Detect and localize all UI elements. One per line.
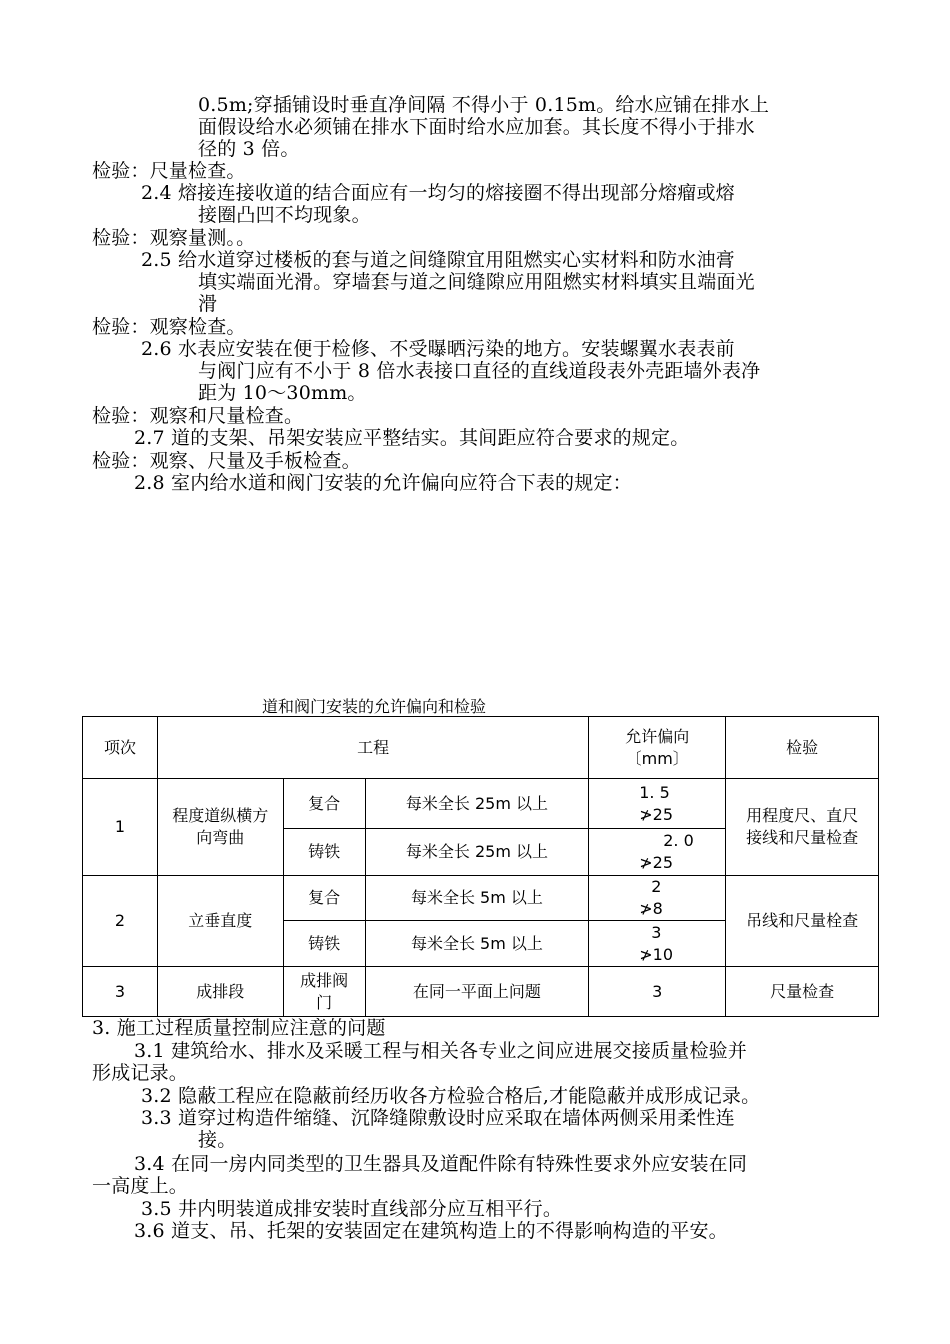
cell-category: 立垂直度 — [157, 876, 283, 967]
inspection-line: 检验：尺量检查。 — [92, 160, 246, 182]
cell-no: 2 — [83, 876, 158, 967]
cell-material: 复合 — [283, 876, 365, 921]
cell-no: 1 — [83, 779, 158, 876]
clause-3-5: 3.5 井内明装道成排安装时直线部分应互相平行。 — [141, 1198, 563, 1220]
tolerance-limit: ≯25 — [639, 853, 674, 872]
table-row — [83, 967, 879, 1017]
header-tolerance-unit: 〔mm〕 — [625, 748, 689, 768]
tolerance-value: 3 — [651, 922, 662, 942]
body-line: 0.5m;穿插铺设时垂直净间隔 不得小于 0.15m。给水应铺在排水上 — [198, 94, 770, 116]
body-line: 距为 10～30mm。 — [198, 382, 367, 404]
body-line: 一高度上。 — [92, 1175, 189, 1197]
cell-material: 铸铁 — [283, 921, 365, 967]
cell-check: 吊线和尺量栓查 — [726, 876, 879, 967]
cell-category: 程度道纵横方向弯曲 — [157, 779, 283, 876]
cell-material: 复合 — [283, 779, 365, 829]
table-title: 道和阀门安装的允许偏向和检验 — [262, 697, 487, 716]
cell-check: 尺量检查 — [726, 967, 879, 1017]
inspection-line: 检验：观察和尺量检查。 — [92, 405, 304, 427]
inspection-line: 检验：观察量测。。 — [92, 227, 256, 249]
clause-3-4: 3.4 在同一房内同类型的卫生器具及道配件除有特殊性要求外应安装在同 — [134, 1153, 748, 1175]
clause-2-6: 2.6 水表应安装在便于检修、不受曝晒污染的地方。安装螺翼水表表前 — [141, 338, 735, 360]
inspection-line: 检验：观察检查。 — [92, 316, 246, 338]
clause-3-2: 3.2 隐蔽工程应在隐蔽前经历收各方检验合格后,才能隐蔽并成形成记录。 — [141, 1085, 761, 1107]
cell-tolerance — [589, 779, 726, 829]
cell-material: 成排阀门 — [283, 967, 365, 1017]
body-line: 接圈凸凹不均现象。 — [198, 204, 371, 226]
header-item: 项次 — [83, 717, 158, 779]
cell-spec: 每米全长 5m 以上 — [365, 921, 589, 967]
body-line: 填实端面光滑。穿墙套与道之间缝隙应用阻燃实材料填实且端面光 — [198, 271, 755, 293]
cell-spec: 每米全长 25m 以上 — [365, 779, 589, 829]
tolerance-limit: ≯10 — [639, 944, 674, 964]
tolerance-limit: ≯25 — [639, 804, 674, 824]
clause-2-7: 2.7 道的支架、吊架安装应平整结实。其间距应符合要求的规定。 — [134, 427, 690, 449]
cell-tolerance: 3 — [589, 967, 726, 1017]
tolerance-value: 1. 5 — [639, 782, 670, 802]
cell-check: 用程度尺、直尺接线和尺量检查 — [726, 779, 879, 876]
cell-category: 成排段 — [157, 967, 283, 1017]
body-line: 与阀门应有不小于 8 倍水表接口直径的直线道段表外壳距墙外表净 — [198, 360, 761, 382]
header-check: 检验 — [726, 717, 879, 779]
clause-3-1: 3.1 建筑给水、排水及采暖工程与相关各专业之间应进展交接质量检验并 — [134, 1040, 748, 1062]
table-row — [83, 876, 879, 921]
clause-2-4: 2.4 熔接连接收道的结合面应有一均匀的熔接圈不得出现部分熔瘤或熔 — [141, 182, 735, 204]
clause-2-5: 2.5 给水道穿过楼板的套与道之间缝隙宜用阻燃实心实材料和防水油膏 — [141, 249, 735, 271]
cell-tolerance — [589, 876, 726, 921]
tolerance-value: 2 — [651, 877, 662, 896]
table-row — [83, 779, 879, 829]
body-line: 形成记录。 — [92, 1062, 189, 1084]
cell-tolerance — [589, 829, 726, 876]
header-tolerance-label: 允许偏向 — [625, 726, 690, 746]
header-tolerance — [589, 717, 726, 779]
cell-spec: 每米全长 25m 以上 — [365, 829, 589, 876]
section-heading: 3. 施工过程质量控制应注意的问题 — [92, 1017, 386, 1039]
body-line: 面假设给水必须铺在排水下面时给水应加套。其长度不得小于排水 — [198, 116, 755, 138]
cell-no: 3 — [83, 967, 158, 1017]
cell-spec: 每米全长 5m 以上 — [365, 876, 589, 921]
header-project: 工程 — [157, 717, 588, 779]
inspection-line: 检验：观察、尺量及手板检查。 — [92, 450, 361, 472]
clause-3-3: 3.3 道穿过构造件缩缝、沉降缝隙敷设时应采取在墙体两侧采用柔性连 — [141, 1107, 735, 1129]
body-line: 滑 — [198, 293, 218, 315]
deviation-table — [82, 716, 879, 1017]
cell-material: 铸铁 — [283, 829, 365, 876]
table-header-row — [83, 717, 879, 779]
tolerance-value: 2. 0 — [663, 831, 694, 850]
body-line: 径的 3 倍。 — [198, 138, 300, 160]
cell-tolerance — [589, 921, 726, 967]
tolerance-limit: ≯8 — [639, 899, 663, 918]
cell-spec: 在同一平面上问题 — [365, 967, 589, 1017]
clause-3-6: 3.6 道支、吊、托架的安装固定在建筑构造上的不得影响构造的平安。 — [134, 1220, 728, 1242]
body-line: 接。 — [198, 1129, 237, 1151]
clause-2-8: 2.8 室内给水道和阀门安装的允许偏向应符合下表的规定： — [134, 472, 632, 494]
